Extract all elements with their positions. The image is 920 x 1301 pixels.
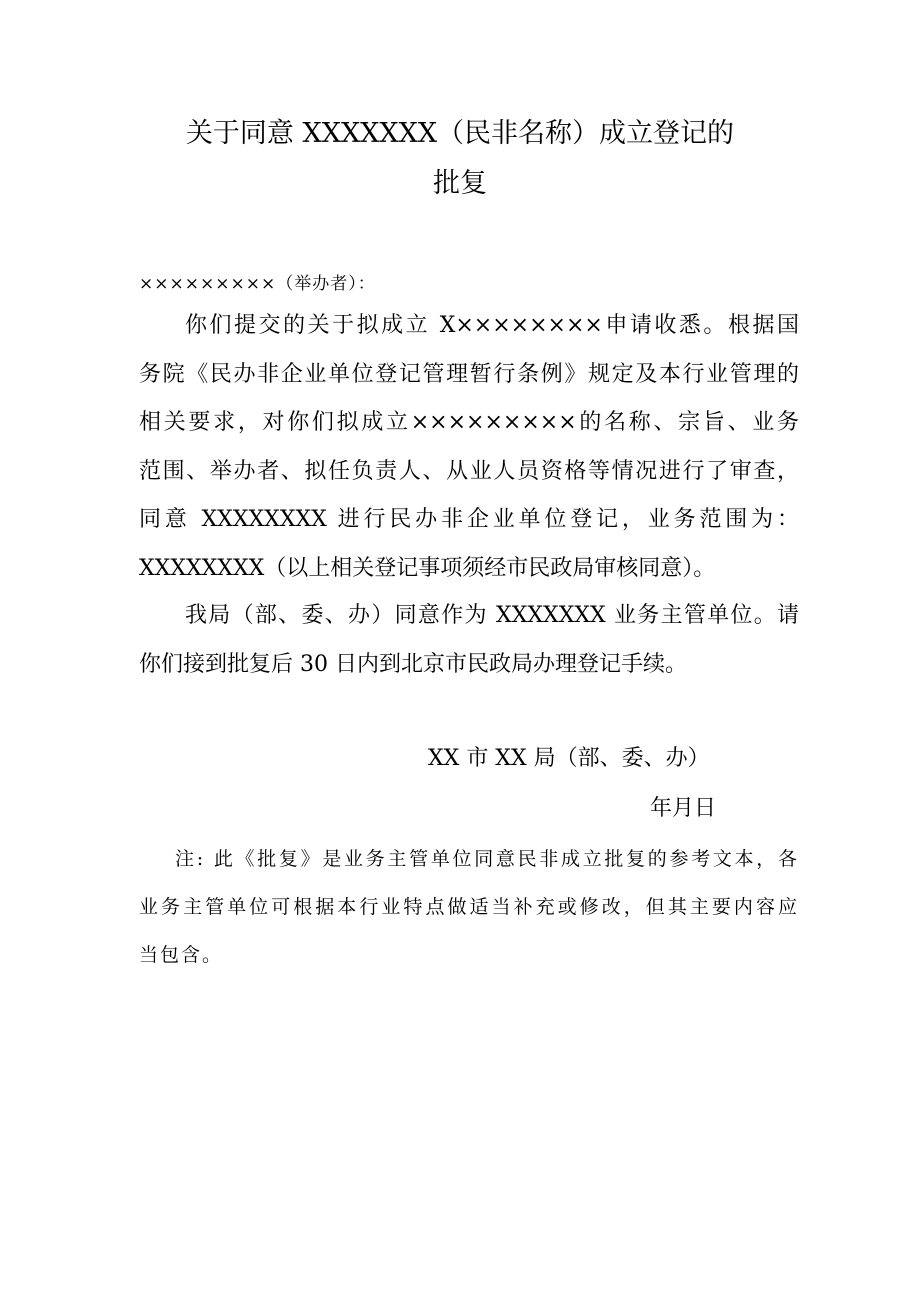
document-title-line-1: 关于同意 XXXXXXX（民非名称）成立登记的 (185, 118, 735, 149)
paragraph-line: 你们接到批复后 30 日内到北京市民政局办理登记手续。 (139, 651, 687, 677)
footnote (139, 835, 799, 979)
paragraph-line: 相关要求，对你们拟成立×××××××××的名称、宗旨、业务 (139, 410, 799, 435)
note-line: 业务主管单位可根据本行业特点做适当补充或修改，但其主要内容应 (139, 896, 799, 918)
addressee: ×××××××××（举办者）： (139, 274, 376, 294)
paragraph-line: 你们提交的关于拟成立 X××××××××申请收悉。根据国 (185, 313, 799, 338)
issue-date: 年月日 (650, 796, 717, 821)
note-line: 当包含。 (139, 944, 224, 966)
paragraph-line: 务院《民办非企业单位登记管理暂行条例》规定及本行业管理的 (139, 361, 799, 387)
paragraph-approval (139, 302, 799, 593)
paragraph-line: 范围、举办者、拟任负责人、从业人员资格等情况进行了审查， (139, 458, 799, 484)
paragraph-line: 我局（部、委、办）同意作为 XXXXXXX 业务主管单位。请 (185, 603, 799, 628)
document-title-line-2: 批复 (433, 168, 487, 199)
note-line: 注: 此《批复》是业务主管单位同意民非成立批复的参考文本，各 (175, 848, 799, 870)
paragraph-line: 同意 XXXXXXXX 进行民办非企业单位登记，业务范围为： (139, 507, 799, 532)
issuer-signature: XX 市 XX 局（部、委、办） (428, 746, 710, 771)
paragraph-line: XXXXXXXX（以上相关登记事项须经市民政局审核同意）。 (139, 555, 716, 581)
paragraph-instruction (139, 592, 799, 689)
